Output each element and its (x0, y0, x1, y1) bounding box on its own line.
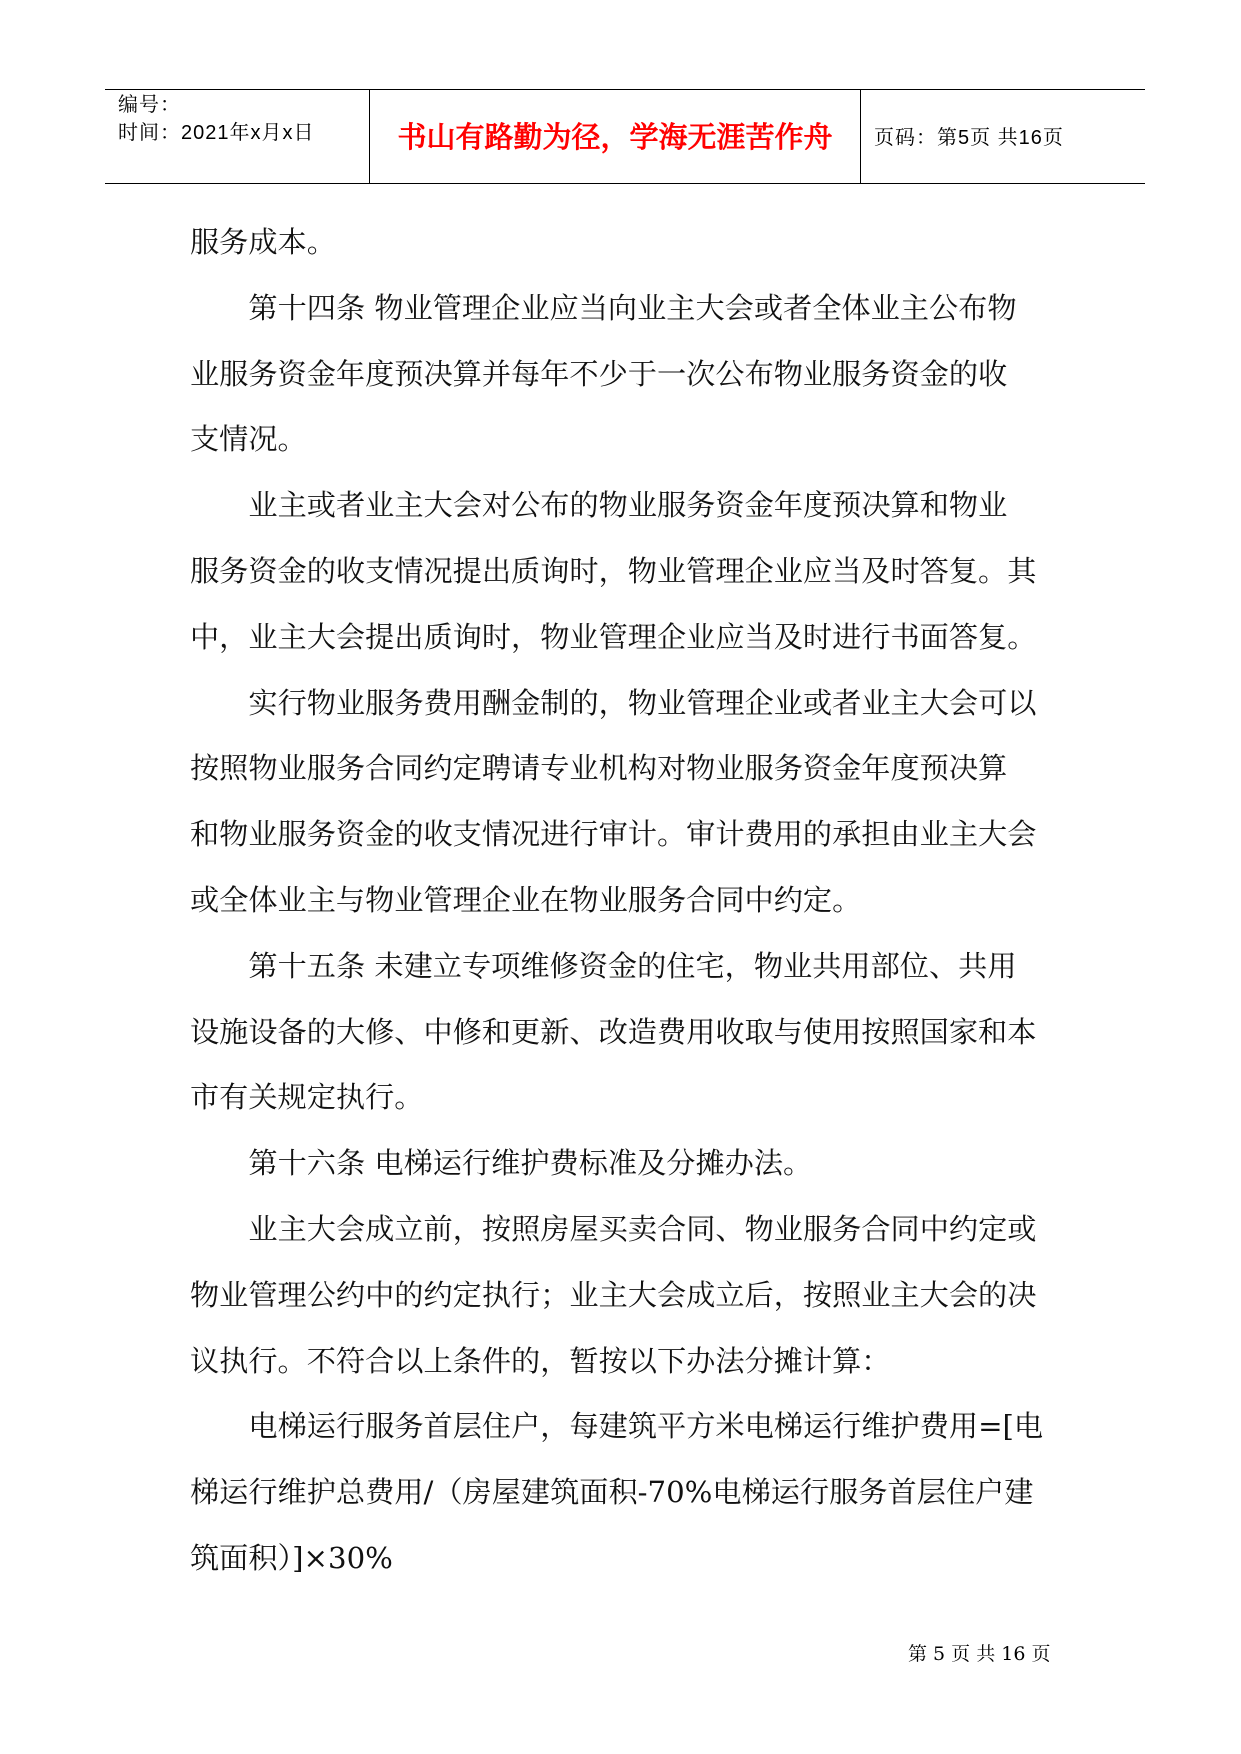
text-line: 业服务资金年度预决算并每年不少于一次公布物业服务资金的收 (190, 356, 1008, 391)
text-line: 业主或者业主大会对公布的物业服务资金年度预决算和物业 (248, 488, 1008, 523)
page-info: 页码：第5页 共16页 (874, 127, 1064, 149)
audit-paragraph (190, 671, 1050, 934)
text-line: 业主大会成立前，按照房屋买卖合同、物业服务合同中约定或 (248, 1211, 1037, 1246)
owner-inquiry-paragraph (190, 473, 1050, 670)
page-footer: 第 5 页 共 16 页 (908, 1643, 1051, 1665)
text-line: 第十六条 电梯运行维护费标准及分摊办法。 (248, 1146, 813, 1181)
text-line: 梯运行维护总费用/（房屋建筑面积-70%电梯运行服务首层住户建 (190, 1475, 1034, 1510)
article-15-paragraph (190, 934, 1050, 1131)
elevator-fee-formula-paragraph (190, 1394, 1050, 1591)
text-line: 支情况。 (190, 422, 307, 457)
text-line: 设施设备的大修、中修和更新、改造费用收取与使用按照国家和本 (190, 1014, 1037, 1049)
motto: 书山有路勤为径，学海无涯苦作舟 (397, 120, 833, 154)
document-number-label: 编号： (118, 94, 181, 116)
text-line: 服务成本。 (190, 225, 336, 259)
document-date: 时间：2021年x月x日 (118, 122, 315, 144)
text-line: 中，业主大会提出质询时，物业管理企业应当及时进行书面答复。 (190, 619, 1037, 654)
page-header-table (105, 89, 1145, 184)
article-16-paragraph (190, 1131, 1050, 1197)
text-line: 议执行。不符合以上条件的，暂按以下办法分摊计算： (190, 1343, 891, 1378)
text-line: 和物业服务资金的收支情况进行审计。审计费用的承担由业主大会 (190, 817, 1037, 852)
text-line: 实行物业服务费用酬金制的，物业管理企业或者业主大会可以 (248, 685, 1037, 720)
text-line: 电梯运行服务首层住户，每建筑平方米电梯运行维护费用=[电 (248, 1409, 1044, 1444)
text-line: 或全体业主与物业管理企业在物业服务合同中约定。 (190, 882, 862, 917)
text-line: 按照物业服务合同约定聘请专业机构对物业服务资金年度预决算 (190, 751, 1008, 786)
text-line: 第十五条 未建立专项维修资金的住宅，物业共用部位、共用 (248, 948, 1017, 983)
document-body (190, 210, 1050, 1592)
text-line: 筑面积）]×30% (190, 1540, 393, 1575)
header-motto-cell (370, 90, 861, 183)
text-line: 物业管理公约中的约定执行；业主大会成立后，按照业主大会的决 (190, 1277, 1037, 1312)
text-line: 市有关规定执行。 (190, 1080, 424, 1115)
elevator-fee-rule-paragraph (190, 1197, 1050, 1394)
header-page-cell (861, 90, 1145, 183)
continued-paragraph (190, 210, 1050, 276)
article-14-paragraph (190, 276, 1050, 473)
text-line: 服务资金的收支情况提出质询时，物业管理企业应当及时答复。其 (190, 553, 1037, 588)
text-line: 第十四条 物业管理企业应当向业主大会或者全体业主公布物 (248, 290, 1017, 325)
header-info-cell (105, 90, 370, 183)
